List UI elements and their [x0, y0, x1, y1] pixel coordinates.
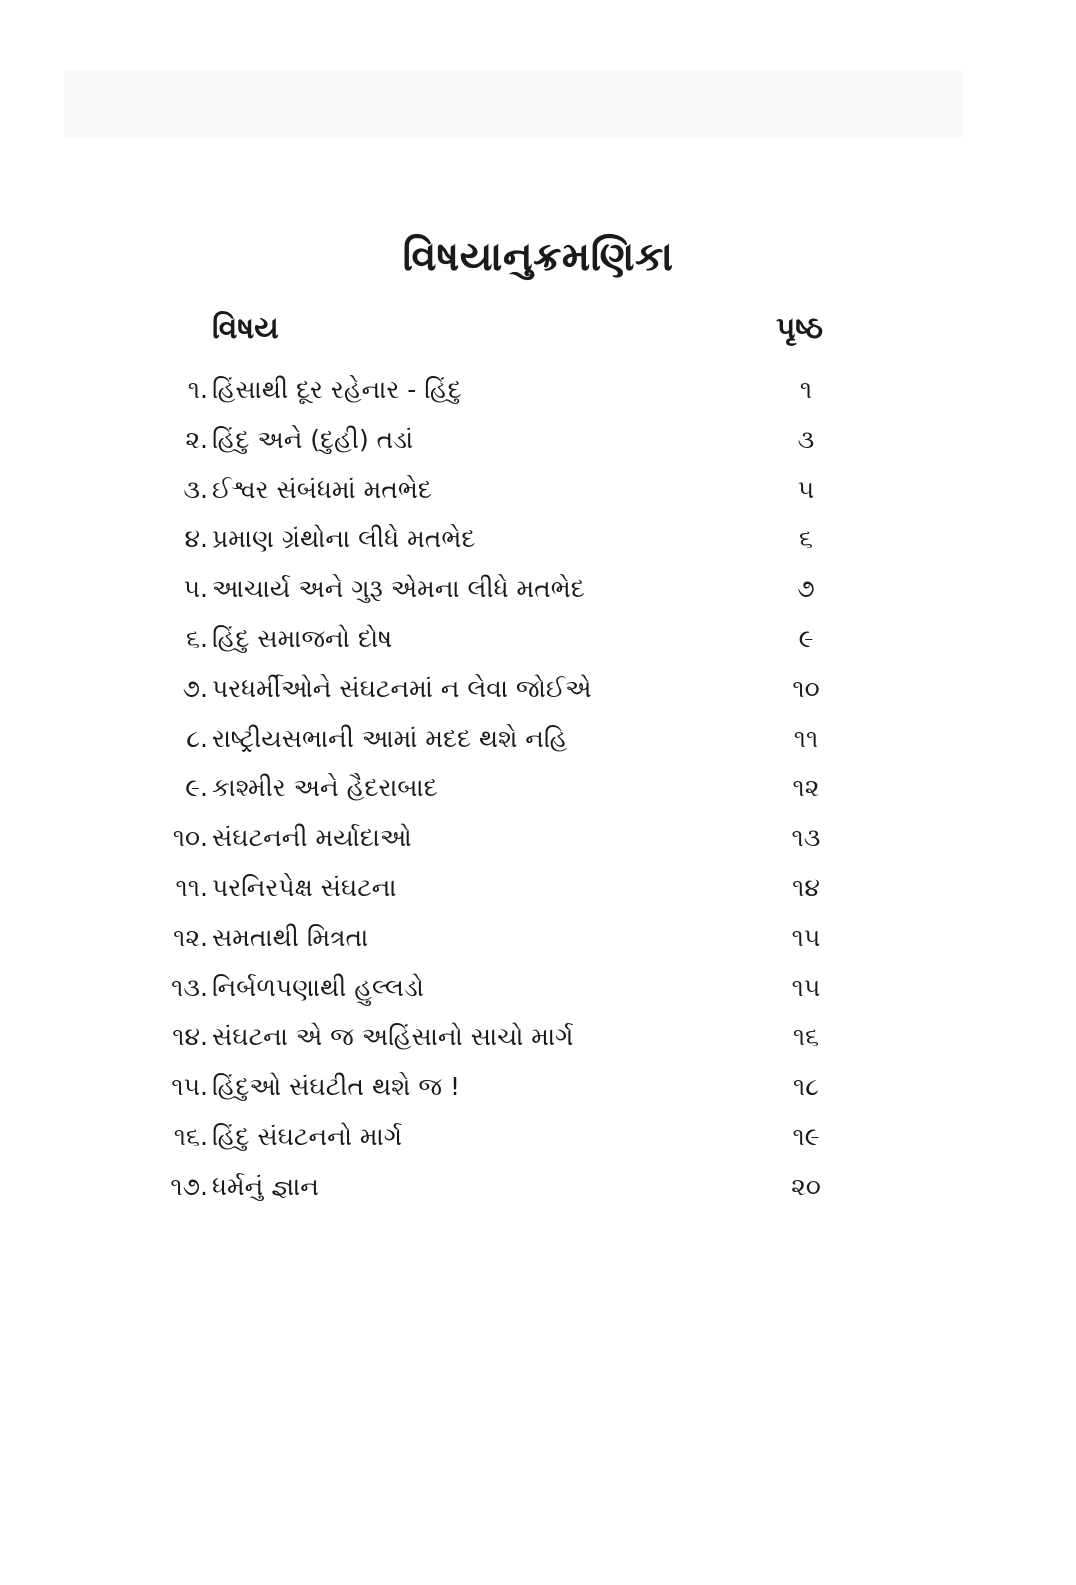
toc-entry [0, 813, 1076, 863]
toc-entry-title: સમતાથી મિત્રતા [212, 922, 369, 952]
toc-entry-page: ૨૦ [791, 1171, 821, 1201]
toc-entry-title: નિર્બળપણાથી હુલ્લડો [212, 972, 424, 1002]
toc-entry [0, 614, 1076, 664]
toc-entry [0, 1112, 1076, 1162]
toc-entry-title: હિંદુઓ સંઘટીત થશે જ ! [212, 1072, 460, 1102]
column-header-topic: વિષય [212, 311, 279, 346]
toc-entry [0, 763, 1076, 813]
toc-entry [0, 514, 1076, 564]
toc-entry-page: ૬ [798, 524, 813, 554]
toc-entry-number: ૫. [183, 574, 208, 604]
toc-entry-title: પરધર્મીઓને સંઘટનમાં ન લેવા જોઈએ [212, 673, 592, 703]
toc-entry-number: ૧૪. [172, 1022, 208, 1052]
toc-entry-number: ૯. [185, 773, 208, 803]
toc-entry-title: હિંદુ સંઘટનનો માર્ગ [212, 1121, 402, 1151]
column-header-page: પૃષ્ઠ [776, 311, 824, 346]
toc-entry-number: ૪. [184, 524, 208, 554]
toc-entry-number: ૧૨. [173, 922, 208, 952]
toc-entry-number: ૧. [187, 375, 208, 404]
toc-entry [0, 913, 1076, 963]
toc-entry [0, 1162, 1076, 1212]
page-header-band [64, 70, 964, 138]
toc-entry-title: આચાર્ય અને ગુરૂ એમના લીધે મતભેદ [212, 574, 585, 604]
toc-entry-number: ૧૬. [173, 1121, 208, 1151]
toc-entry-page: ૧૦ [792, 673, 820, 703]
toc-entry-page: ૯ [798, 623, 814, 653]
toc-entry-page: ૧૨ [792, 773, 820, 803]
toc-entry [0, 664, 1076, 714]
toc-entry-title: કાશ્મીર અને હૈદરાબાદ [212, 773, 438, 803]
toc-entry [0, 1012, 1076, 1062]
toc-entry [0, 863, 1076, 913]
toc-entry-title: પરનિરપેક્ષ સંઘટના [212, 872, 397, 902]
page-title: વિષયાનુક્રમણિકા [402, 233, 674, 280]
toc-entry [0, 415, 1076, 465]
toc-entry-page: ૧૮ [792, 1072, 819, 1102]
toc-entry-page: ૧૯ [792, 1121, 820, 1151]
toc-entry-page: ૧ [799, 375, 813, 404]
toc-entry-title: પ્રમાણ ગ્રંથોના લીધે મતભેદ [212, 524, 476, 554]
toc-entry [0, 714, 1076, 764]
toc-entry-number: ૧૧. [175, 872, 208, 902]
toc-entry-page: ૫ [797, 474, 815, 504]
toc-entry-number: ૧૩. [171, 972, 208, 1002]
toc-entry-title: હિંસાથી દૂર રહેનાર - હિંદુ [212, 375, 462, 404]
toc-entry-title: સંઘટના એ જ અહિંસાનો સાચો માર્ગ [212, 1022, 574, 1052]
toc-entry-page: ૧૫ [791, 922, 821, 952]
toc-entry-number: ૧૦. [172, 823, 208, 853]
toc-entry-page: ૧૩ [791, 823, 821, 853]
toc-entry-page: ૧૧ [793, 723, 819, 753]
toc-entry-number: ૮. [186, 723, 208, 753]
toc-entry-page: ૧૫ [791, 972, 821, 1002]
toc-entry [0, 963, 1076, 1013]
table-of-contents [0, 365, 1076, 1212]
toc-entry [0, 564, 1076, 614]
toc-entry-title: રાષ્ટ્રીયસભાની આમાં મદદ થશે નહિ [212, 723, 568, 753]
toc-entry-title: હિંદુ સમાજનો દોષ [212, 623, 393, 653]
toc-entry-number: ૧૭. [170, 1171, 208, 1201]
toc-entry-title: ઈશ્વર સંબંધમાં મતભેદ [212, 474, 432, 504]
toc-entry-title: ધર્મનું જ્ઞાન [212, 1171, 319, 1201]
toc-entry-title: હિંદુ અને (દુહી) તડાં [212, 424, 414, 454]
toc-entry [0, 465, 1076, 515]
toc-entry-page: ૭ [797, 574, 815, 604]
toc-entry-number: ૧૫. [171, 1072, 208, 1102]
toc-entry-number: ૬. [186, 623, 208, 653]
toc-entry-page: ૧૬ [792, 1022, 820, 1052]
toc-entry-number: ૨. [185, 424, 208, 454]
toc-entry-page: ૩ [797, 424, 815, 454]
toc-entry-title: સંઘટનની મર્યાદાઓ [212, 823, 412, 853]
toc-entry-number: ૭. [182, 673, 208, 703]
toc-entry-number: ૩. [183, 474, 208, 504]
toc-entry-page: ૧૪ [792, 872, 820, 902]
toc-entry [0, 1062, 1076, 1112]
toc-entry [0, 365, 1076, 415]
